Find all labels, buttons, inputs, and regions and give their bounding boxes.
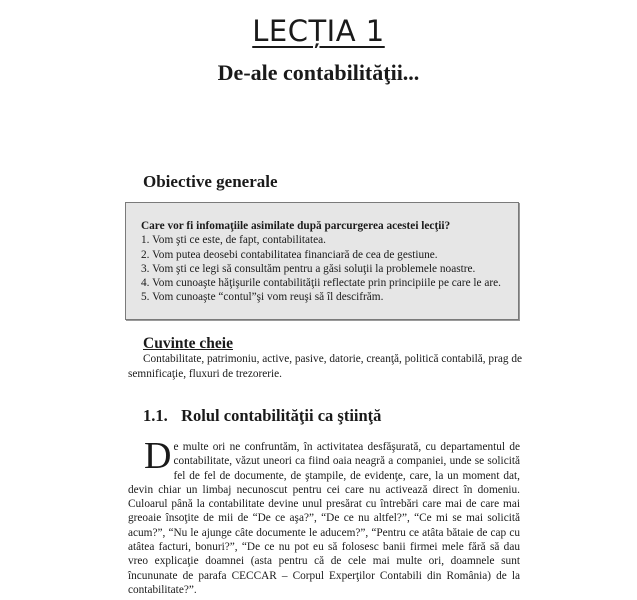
lesson-title-text: LECȚIA 1 xyxy=(252,14,385,48)
objectives-question: Care vor fi infomaţiile asimilate după parcurgerea acestei lecţii? xyxy=(141,220,451,232)
keywords-heading: Cuvinte cheie xyxy=(143,335,233,352)
section-number: 1.1. xyxy=(143,406,168,425)
objective-item: 2. Vom putea deosebi contabilitatea financiară de cea de gestiune. xyxy=(141,248,438,261)
section-body xyxy=(128,435,520,597)
lesson-title xyxy=(0,14,637,48)
section-heading xyxy=(143,406,381,426)
section-paragraph: e multe ori ne confruntăm, în activitatea desfăşurată, cu departamentul de contabilitate, văzut uneori ca fiind oaia neagră a companiei, unde se solicită fel de fel de documente, de ştampile, de evidenţe, care, la un moment dat, devin chiar un limbaj necunoscut pentru cei care nu activează direct în domeniu. Culoarul până la contabilitate devine unul presărat cu întrebări care mai de care mai greoaie însoţite de mii de “De ce aşa?”, “De ce nu altfel?”, “Ce mi se mai solicită acum?”, “Nu le ajunge câte documente le aducem?”, “Pentru ce atâta bătaie de cap cu atâtea facturi, bonuri?”, “De ce nu pot eu să folosesc banii firmei mele fără să dau vreo explicaţie doamnei (asta pentru că de cele mai multe ori, doamnele sunt încununate de parafa CECCAR – Corpul Experţilor Contabili din România) de la contabilitate?”. xyxy=(128,441,520,596)
objective-item: 3. Vom şti ce legi să consultăm pentru a găsi soluţii la problemele noastre. xyxy=(141,262,476,275)
section-title: Rolul contabilităţii ca ştiinţă xyxy=(181,406,382,425)
objectives-heading: Obiective generale xyxy=(143,172,278,191)
objective-item: 5. Vom cunoaşte “contul”şi vom reuşi să îl descifrăm. xyxy=(141,291,384,304)
drop-cap: D xyxy=(144,435,172,477)
objective-item: 4. Vom cunoaşte hăţişurile contabilităţii reflectate prin principiile pe care le are. xyxy=(141,277,501,290)
lesson-subtitle: De-ale contabilităţii... xyxy=(217,60,420,85)
objectives-box xyxy=(125,202,519,320)
keywords-text: Contabilitate, patrimoniu, active, pasive, datorie, creanţă, politică contabilă, prag de semnificaţie, fluxuri de trezorerie. xyxy=(128,353,522,380)
objective-item: 1. Vom şti ce este, de fapt, contabilitatea. xyxy=(141,234,326,247)
